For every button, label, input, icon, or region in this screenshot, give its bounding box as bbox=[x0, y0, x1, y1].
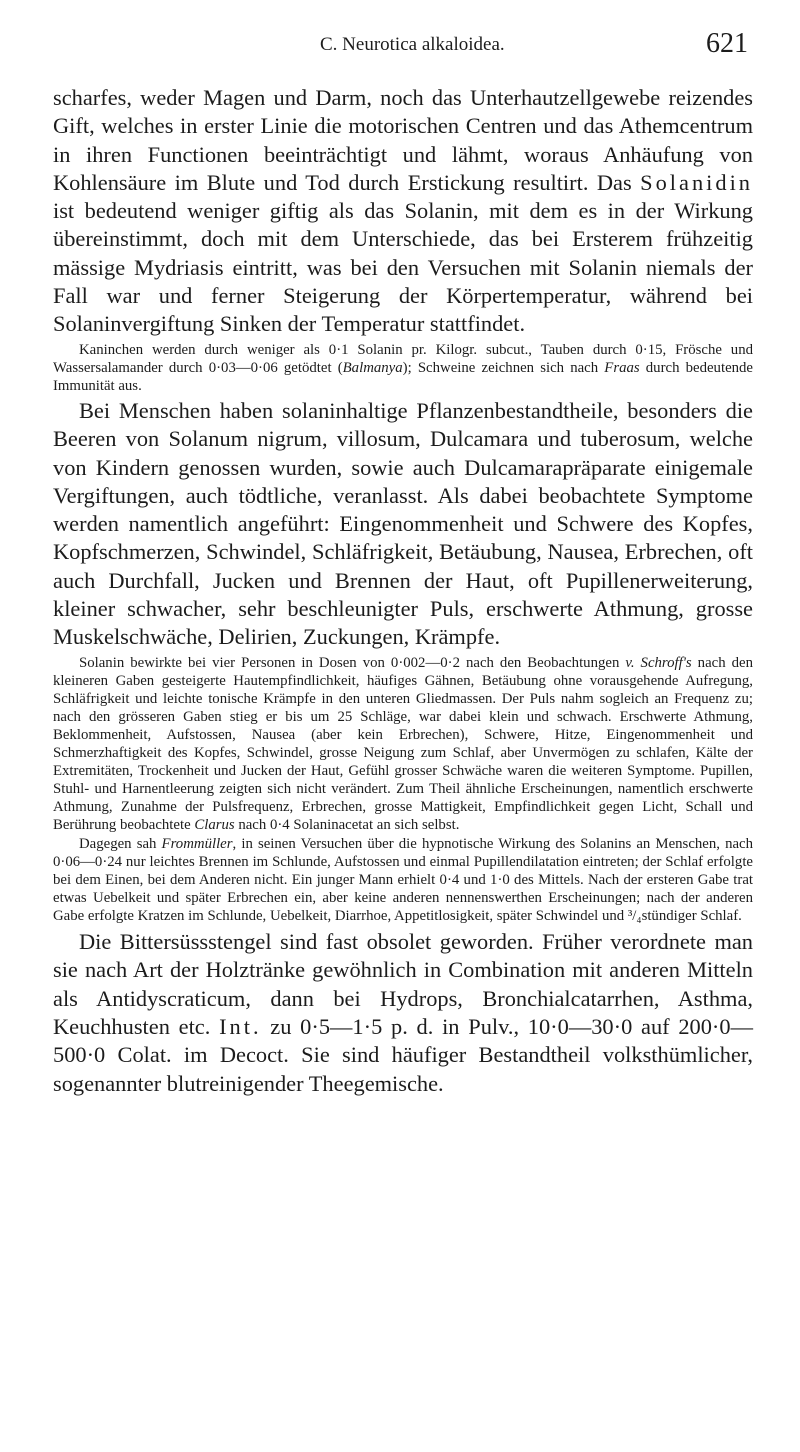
page-number: 621 bbox=[706, 28, 748, 59]
spaced-term: Solanidin bbox=[640, 169, 753, 195]
italic-name: Balmanya bbox=[342, 359, 403, 376]
paragraph-solanin-effects bbox=[53, 84, 753, 339]
text-run: , in seinen Versuchen über die hypnotische Wirkung des Solanins an Menschen, nach 0·06—0·24 nur leichtes Brennen im Schlunde, Aufstossen und einmal Pupillendilatation eintreten; der Schlaf erfolgte bei dem Einen, bei dem Anderen nicht. Ein junger Mann erhielt 0·4 und 1·0 des Mittels. Nach der ersteren Gabe trat etwas Uebelkeit und später Erbrechen ein, aber keine anderen nennenswerthen Erscheinungen; nach der anderen Gabe erfolgte Kratzen im Schlunde, Uebelkeit, Diarrhoe, Appetitlosigkeit, später Schwindel und ³/₄stündiger Schlaf. bbox=[53, 835, 753, 924]
body-text bbox=[53, 84, 753, 1098]
italic-name: Clarus bbox=[194, 817, 235, 834]
text-run: zu 0·5—1·5 p. d. in Pulv., 10·0—30·0 auf 200·0—500·0 Colat. im Decoct. Sie sind häufiger Bestandtheil volksthümlicher, sogenannter blutreinigender Theegemische. bbox=[53, 1013, 753, 1096]
text-run: ist bedeutend weniger giftig als das Solanin, mit dem es in der Wirkung übereinstimmt, doch mit dem Unterschiede, das bei Ersterem frühzeitig mässige Mydriasis eintritt, was bei den Versuchen mit Solanin niemals der Fall war und ferner Steigerung der Körpertemperatur, während bei Solaninvergiftung Sinken der Temperatur stattfindet. bbox=[53, 198, 753, 337]
spaced-term: Int. bbox=[219, 1013, 262, 1039]
text-run: durch bedeutende Immunität aus. bbox=[53, 359, 753, 394]
text-run: ); Schweine zeichnen sich nach bbox=[402, 359, 605, 376]
text-run: Solanin bewirkte bei vier Personen in Dosen von 0·002—0·2 nach den Beobachtungen bbox=[79, 654, 626, 671]
text-run: Kaninchen werden durch weniger als 0·1 Solanin pr. Kilogr. subcut., Tauben durch 0·15, Frösche und Wassersalamander durch 0·03—0·06 getödtet ( bbox=[53, 341, 753, 376]
paragraph-schroff-observations bbox=[53, 654, 753, 835]
text-run: scharfes, weder Magen und Darm, noch das Unterhautzellgewebe reizendes Gift, welches in erster Linie die motorischen Centren und das Athemcentrum in ihren Functionen beeinträchtigt und lähmt, woraus Anhäufung von Kohlensäure im Blute und Tod durch Erstickung resultirt. Das bbox=[53, 85, 753, 195]
paragraph-frommueller-experiments bbox=[53, 835, 753, 925]
running-head bbox=[300, 28, 748, 68]
italic-name: Frommüller bbox=[161, 835, 233, 852]
text-run: Die Bittersüssstengel sind fast obsolet geworden. Früher verordnete man sie nach Art der Holztränke gewöhnlich in Combination mit anderen Mitteln als Antidyscraticum, dann bei Hydrops, Bronchialcatarrhen, Asthma, Keuchhusten etc. bbox=[53, 929, 753, 1039]
paragraph-bittersweet-stems bbox=[53, 928, 753, 1098]
italic-name: Fraas bbox=[604, 359, 640, 376]
text-run: nach 0·4 Solaninacetat an sich selbst. bbox=[234, 817, 460, 834]
italic-name: v. Schroff's bbox=[625, 654, 692, 671]
paragraph-animal-doses bbox=[53, 341, 753, 395]
text-run: Bei Menschen haben solaninhaltige Pflanzenbestandtheile, besonders die Beeren von Solanum nigrum, villosum, Dulcamara und tuberosum, welche von Kindern genossen wurden, sowie auch Dulcamarapräparate einigemale Vergiftungen, auch tödtliche, veranlasst. Als dabei beobachtete Symptome werden namentlich angeführt: Eingenommenheit und Schwere des Kopfes, Kopfschmerzen, Schwindel, Schläfrigkeit, Betäubung, Nausea, Erbrechen, oft auch Durchfall, Jucken und Brennen der Haut, oft Pupillenerweiterung, kleiner schwacher, sehr beschleunigter Puls, erschwerte Athmung, grosse Muskelschwäche, Delirien, Zuckungen, Krämpfe. bbox=[53, 397, 753, 650]
text-run: nach den kleineren Gaben gesteigerte Hautempfindlichkeit, häufiges Gähnen, Betäubung ohne vorausgehende Aufregung, Schläfrigkeit und leichte tonische Krämpfe in den unteren Gliedmassen. Der Puls nahm sogleich an Frequenz zu; nach den grösseren Gaben stieg er bis um 25 Schläge, war dabei klein und schwach. Erschwerte Athmung, Beklommenheit, Aufstossen, Nausea (aber kein Erbrechen), Schwere, Hitze, Eingenommenheit und Schmerzhaftigkeit des Kopfes, Schwindel, grosse Neigung zum Schlaf, aber Unvermögen zu schlafen, Kälte der Extremitäten, Trockenheit und Jucken der Haut, Gefühl grosser Schwäche waren die weiteren Symptome. Pupillen, Stuhl- und Harnentleerung zeigten sich nicht verändert. Zum Theil ähnliche Erscheinungen, namentlich erschwerte Athmung, Zunahme der Pulsfrequenz, Erbrechen, grosse Mattigkeit, Empfindlichkeit gegen Licht, Schall und Berührung beobachtete bbox=[53, 654, 753, 834]
text-run: Dagegen sah bbox=[79, 835, 162, 852]
paragraph-human-poisoning bbox=[53, 397, 753, 652]
running-title: C. Neurotica alkaloidea. bbox=[320, 34, 505, 55]
